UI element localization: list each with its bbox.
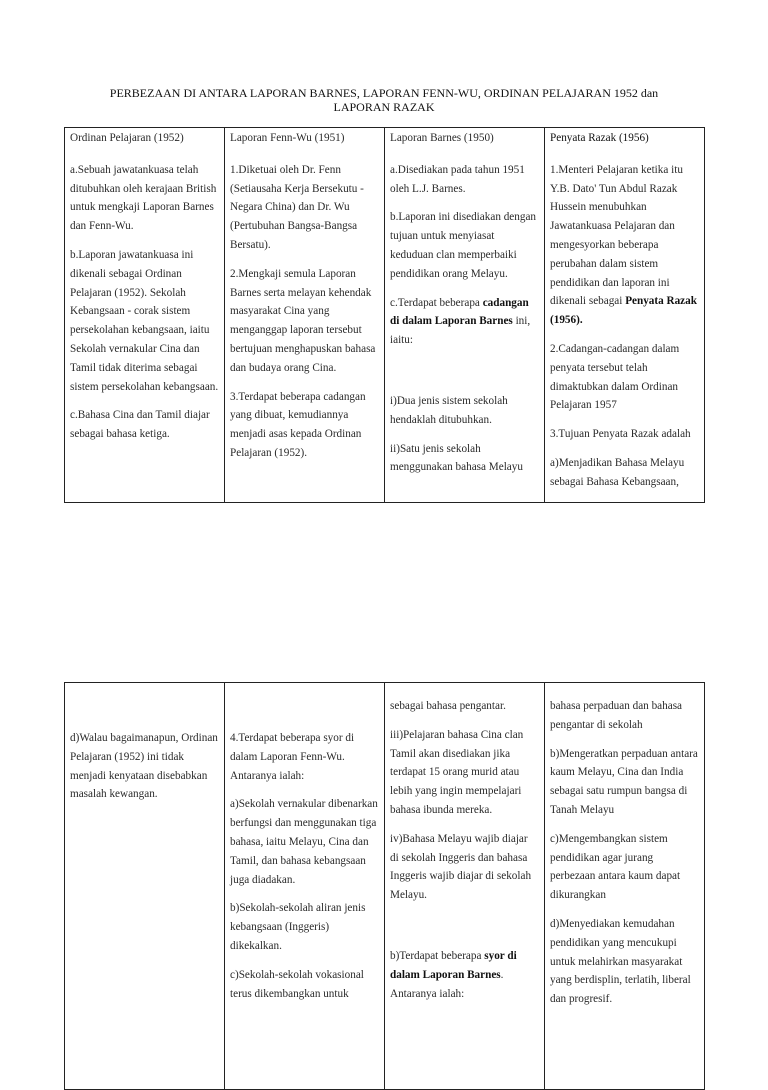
- paragraph: [390, 294, 539, 350]
- paragraph: 3.Terdapat beberapa cadangan yang dibuat, kemudiannya menjadi asas kepada Ordinan Pelajaran (1952).: [230, 390, 366, 459]
- column-ordinan-pelajaran-1952: [65, 128, 225, 503]
- paragraph: b)Sekolah-sekolah aliran jenis kebangsaan (Inggeris) dikekalkan.: [230, 902, 366, 952]
- paragraph: b.Laporan jawatankuasa ini dikenali sebagai Ordinan Pelajaran (1952). Sekolah Kebangsaan - corak sistem persekolahan kebangsaan, iaitu Sekolah vernakular Cina dan Tamil tidak diterima sebagai sistem persekolahan kebangsaan.: [70, 248, 219, 393]
- text: c.Terdapat beberapa: [390, 296, 483, 309]
- document-title: PERBEZAAN DI ANTARA LAPORAN BARNES, LAPORAN FENN-WU, ORDINAN PELAJARAN 1952 dan LAPORAN RAZAK: [109, 86, 659, 114]
- paragraph: c)Sekolah-sekolah vokasional terus dikembangkan untuk: [230, 968, 364, 1000]
- paragraph: [550, 161, 699, 330]
- paragraph: d)Menyediakan kemudahan pendidikan yang mencukupi untuk melahirkan masyarakat yang berdisplin, terlatih, liberal dan progresif.: [550, 917, 691, 1006]
- paragraph: c.Bahasa Cina dan Tamil diajar sebagai bahasa ketiga.: [70, 409, 210, 441]
- bold-text: Penyata Razak (1956).: [550, 295, 697, 327]
- paragraph: b)Mengeratkan perpaduan antara kaum Melayu, Cina dan India sebagai satu rumpun bangsa di Tanah Melayu: [550, 747, 698, 816]
- paragraph: bahasa perpaduan dan bahasa pengantar di sekolah: [550, 700, 683, 731]
- column-laporan-barnes-1950: [385, 683, 545, 1090]
- paragraph: 2.Cadangan-cadangan dalam penyata tersebut telah dimaktubkan dalam Ordinan Pelajaran 1957: [550, 342, 680, 412]
- text: b)Terdapat beberapa: [390, 949, 485, 962]
- column-laporan-barnes-1950: [385, 128, 545, 503]
- text: 1.Menteri Pelajaran ketika itu Y.B. Dato' Tun Abdul Razak Hussein menubuhkan Jawatankuasa Pelajaran dan mengesyorkan beberapa perubahan dalam sistem pendidikan dan laporan ini dikenali sebagai: [550, 163, 683, 308]
- paragraph: 3.Tujuan Penyata Razak adalah: [550, 428, 691, 441]
- paragraph: [390, 947, 539, 1003]
- paragraph: c)Mengembangkan sistem pendidikan agar jurang perbezaan antara kaum dapat dikurangkan: [550, 832, 681, 902]
- paragraph: a)Sekolah vernakular dibenarkan berfungsi dan menggunakan tiga bahasa, iaitu Melayu, Cina dan Tamil, dan bahasa kebangsaan juga diadakan.: [230, 798, 378, 886]
- table-row: [65, 683, 705, 1090]
- column-laporan-fenn-wu-1951: [225, 683, 385, 1090]
- column-header: Laporan Fenn-Wu (1951): [230, 132, 345, 144]
- column-laporan-fenn-wu-1951: [225, 128, 385, 503]
- column-header: Penyata Razak (1956): [550, 132, 649, 144]
- paragraph: a.Disediakan pada tahun 1951 oleh L.J. Barnes.: [390, 163, 525, 195]
- text: ini, iaitu:: [390, 315, 531, 347]
- paragraph: 2.Mengkaji semula Laporan Barnes serta melayan kehendak masyarakat Cina yang menganggap laporan tersebut bertujuan menghapuskan bahasa dan budaya orang Cina.: [230, 267, 376, 374]
- column-ordinan-pelajaran-1952: [65, 683, 225, 1090]
- comparison-table-page-2: [64, 682, 705, 1090]
- paragraph: b.Laporan ini disediakan dengan tujuan untuk menyiasat keduduan clan memperbaiki pendidikan orang Melayu.: [390, 211, 537, 280]
- paragraph: i)Dua jenis sistem sekolah hendaklah ditubuhkan.: [390, 394, 508, 426]
- paragraph: iv)Bahasa Melayu wajib diajar di sekolah Inggeris dan bahasa Inggeris wajib diajar di sekolah Melayu.: [390, 832, 532, 902]
- column-header: Laporan Barnes (1950): [390, 132, 494, 144]
- bold-text: syor di dalam Laporan Barnes: [390, 949, 517, 981]
- column-penyata-razak-1956: [545, 683, 705, 1090]
- paragraph: ii)Satu jenis sekolah menggunakan bahasa Melayu: [390, 442, 523, 474]
- paragraph: a)Menjadikan Bahasa Melayu sebagai Bahasa Kebangsaan,: [550, 456, 685, 488]
- column-header: Ordinan Pelajaran (1952): [70, 132, 184, 144]
- paragraph: 4.Terdapat beberapa syor di dalam Laporan Fenn-Wu. Antaranya ialah:: [230, 732, 355, 782]
- text: . Antaranya ialah:: [390, 968, 504, 1000]
- paragraph: d)Walau bagaimanapun, Ordinan Pelajaran (1952) ini tidak menjadi kenyataan disebabkan masalah kewangan.: [70, 732, 218, 801]
- column-penyata-razak-1956: [545, 128, 705, 503]
- comparison-table-page-1: [64, 127, 705, 503]
- bold-text: cadangan di dalam Laporan Barnes: [390, 296, 529, 328]
- paragraph: sebagai bahasa pengantar.: [390, 700, 506, 712]
- paragraph: 1.Diketuai oleh Dr. Fenn (Setiausaha Kerja Bersekutu - Negara China) dan Dr. Wu (Pertubuhan Bangsa-Bangsa Bersatu).: [230, 163, 364, 251]
- paragraph: iii)Pelajaran bahasa Cina clan Tamil akan disediakan jika terdapat 15 orang murid atau lebih yang ingin mempelajari bahasa ibunda mereka.: [390, 728, 524, 816]
- table-row: [65, 128, 705, 503]
- paragraph: a.Sebuah jawatankuasa telah ditubuhkan oleh kerajaan British untuk mengkaji Laporan Barnes dan Fenn-Wu.: [70, 163, 217, 233]
